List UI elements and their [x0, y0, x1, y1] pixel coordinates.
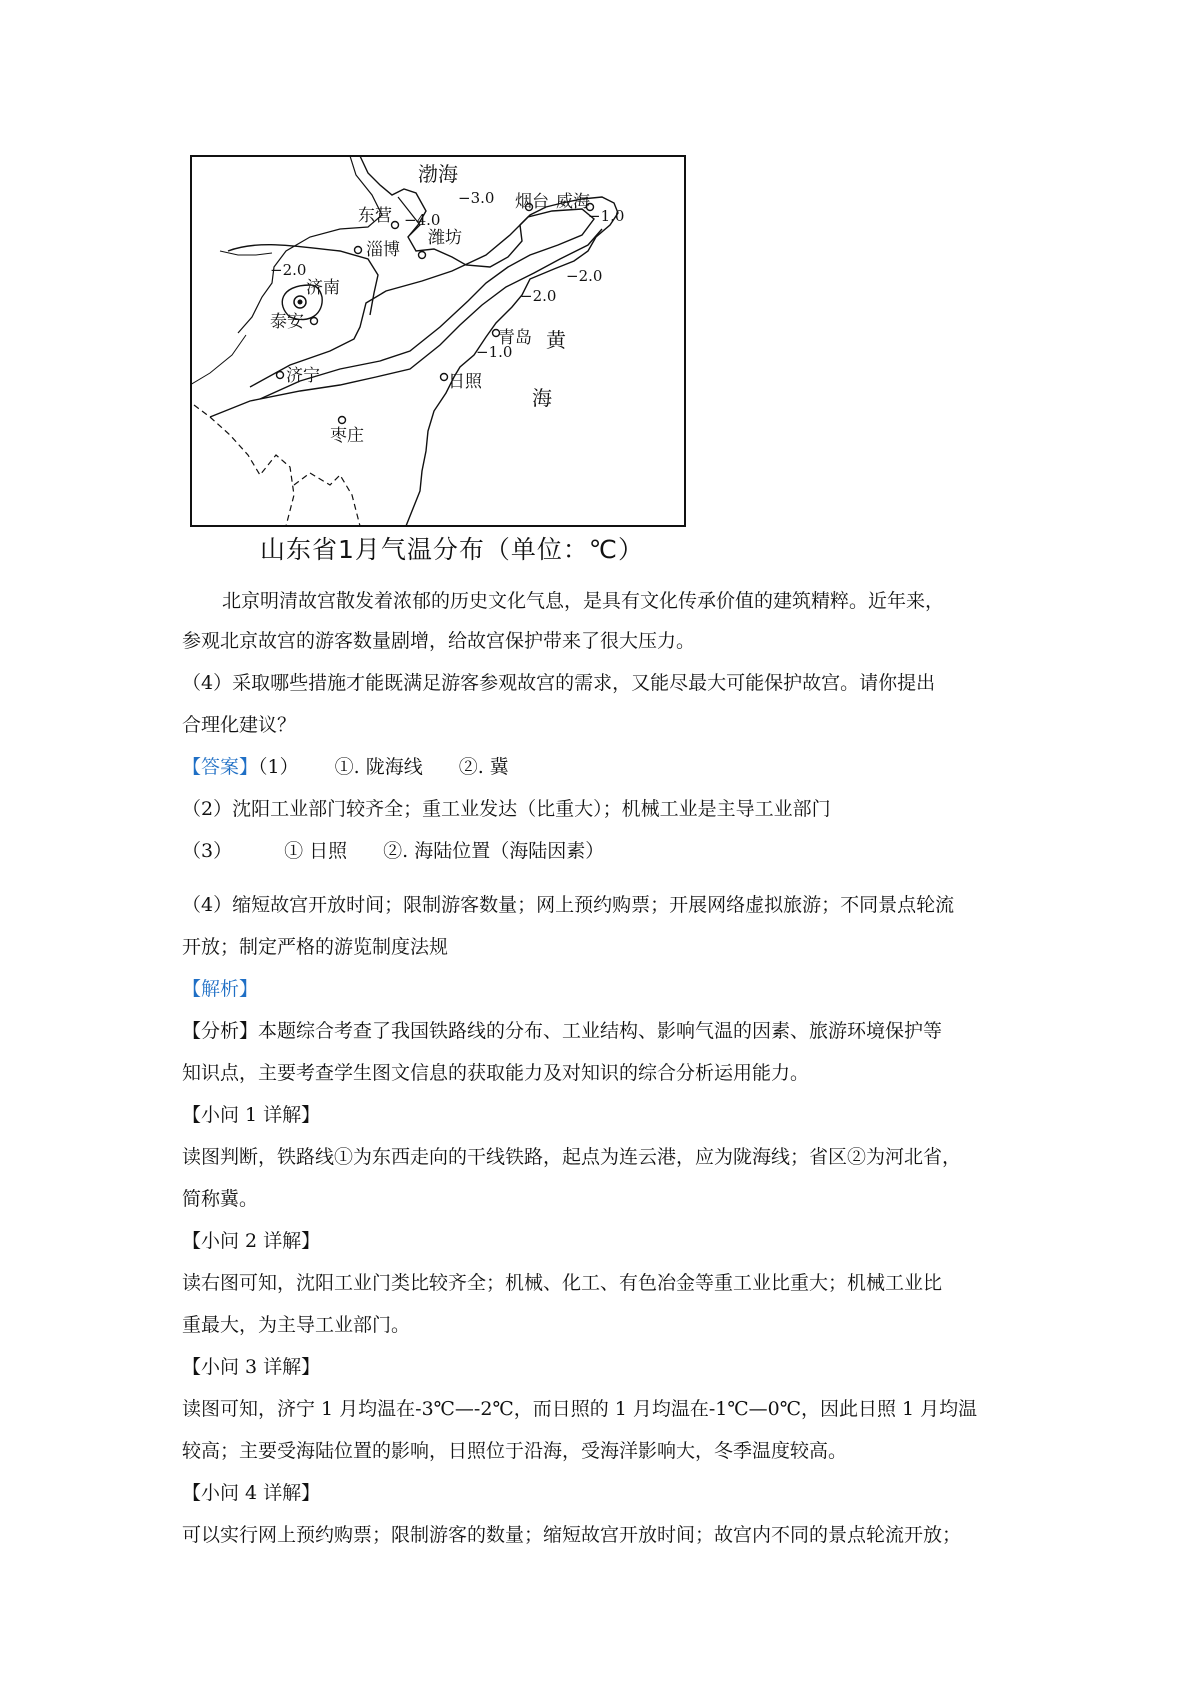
isotherm-label: −1.0	[588, 207, 625, 225]
subquestion-3-line-2: 较高；主要受海陆位置的影响，日照位于沿海，受海洋影响大，冬季温度较高。	[182, 1440, 848, 1462]
isotherm-label: −3.0	[458, 189, 495, 207]
city-label-weihai: 威海	[556, 192, 590, 212]
question-4-line-2: 合理化建议？	[182, 714, 297, 736]
answer-q4-line-2: 开放；制定严格的游览制度法规	[182, 936, 449, 958]
subquestion-2-line-2: 重最大，为主导工业部门。	[182, 1314, 411, 1336]
subquestion-1-line-2: 简称冀。	[182, 1188, 259, 1210]
passage-line-1: 北京明清故宫散发着浓郁的历史文化气息，是具有文化传承价值的建筑精粹。近年来，	[222, 590, 945, 612]
shandong-temperature-map	[190, 155, 686, 527]
subquestion-1-heading: 【小问 1 详解】	[182, 1104, 321, 1126]
analysis-fenxi-line-2: 知识点，主要考查学生图文信息的获取能力及对知识的综合分析运用能力。	[182, 1062, 810, 1084]
subquestion-4-line-1: 可以实行网上预约购票；限制游客的数量；缩短故宫开放时间；故宫内不同的景点轮流开放；	[182, 1524, 962, 1546]
isotherm-label: −4.0	[404, 211, 441, 229]
map-caption: 山东省1月气温分布（单位：℃）	[260, 535, 644, 564]
answer-q1-a: ①. 陇海线	[334, 756, 423, 778]
subquestion-2-line-1: 读右图可知，沈阳工业门类比较齐全；机械、化工、有色冶金等重工业比重大；机械工业比	[182, 1272, 943, 1294]
city-label-jining: 济宁	[286, 366, 320, 386]
analysis-tag: 【解析】	[182, 978, 259, 1000]
answer-q3-b: ②. 海陆位置（海陆因素）	[383, 840, 605, 862]
subquestion-3-line-1: 读图可知，济宁 1 月均温在-3℃—-2℃，而日照的 1 月均温在-1℃—0℃，因此日照 1 月均温	[182, 1398, 978, 1420]
isotherm-label: −2.0	[520, 287, 557, 305]
isotherm-label: −2.0	[566, 267, 603, 285]
city-label-weifang: 潍坊	[428, 228, 462, 248]
subquestion-3-heading: 【小问 3 详解】	[182, 1356, 321, 1378]
city-label-zibo: 淄博	[366, 240, 400, 260]
answer-q4-line-1: （4）缩短故宫开放时间；限制游客数量；网上预约购票；开展网络虚拟旅游；不同景点轮流	[182, 894, 955, 916]
sea-label-bohai: 渤海	[418, 162, 458, 186]
question-4-line-1: （4）采取哪些措施才能既满足游客参观故宫的需求，又能尽最大可能保护故宫。请你提出	[182, 672, 936, 694]
analysis-fenxi-line-1: 【分析】本题综合考查了我国铁路线的分布、工业结构、影响气温的因素、旅游环境保护等	[182, 1020, 943, 1042]
sea-label-hai: 海	[532, 386, 552, 410]
city-label-taian: 泰安	[270, 312, 304, 332]
answer-tag: 【答案】	[182, 756, 259, 778]
city-label-dongying: 东营	[358, 206, 392, 226]
answer-q1-row	[182, 752, 1022, 779]
answer-q3-a: ① 日照	[284, 840, 348, 862]
sea-label-huang: 黄	[546, 328, 566, 352]
answer-q1-number: （1）	[258, 756, 299, 778]
subquestion-4-heading: 【小问 4 详解】	[182, 1482, 321, 1504]
city-label-zaozhuang: 枣庄	[330, 426, 364, 446]
subquestion-2-heading: 【小问 2 详解】	[182, 1230, 321, 1252]
city-label-qingdao: 青岛	[498, 328, 532, 348]
answer-q3-number: （3）	[182, 840, 233, 862]
answer-q1-b: ②. 冀	[458, 756, 509, 778]
subquestion-1-line-1: 读图判断，铁路线①为东西走向的干线铁路，起点为连云港，应为陇海线；省区②为河北省，	[182, 1146, 962, 1168]
answer-q2: （2）沈阳工业部门较齐全；重工业发达（比重大）；机械工业是主导工业部门	[182, 798, 831, 820]
passage-line-2: 参观北京故宫的游客数量剧增，给故宫保护带来了很大压力。	[182, 630, 696, 652]
city-label-jinan: 济南	[306, 278, 340, 298]
isotherm-label: −2.0	[270, 261, 307, 279]
answer-q3-row	[182, 836, 1022, 863]
city-label-rizhao: 日照	[448, 372, 482, 392]
isotherm-label: −1.0	[476, 343, 513, 361]
city-label-yantai: 烟台	[515, 192, 549, 212]
